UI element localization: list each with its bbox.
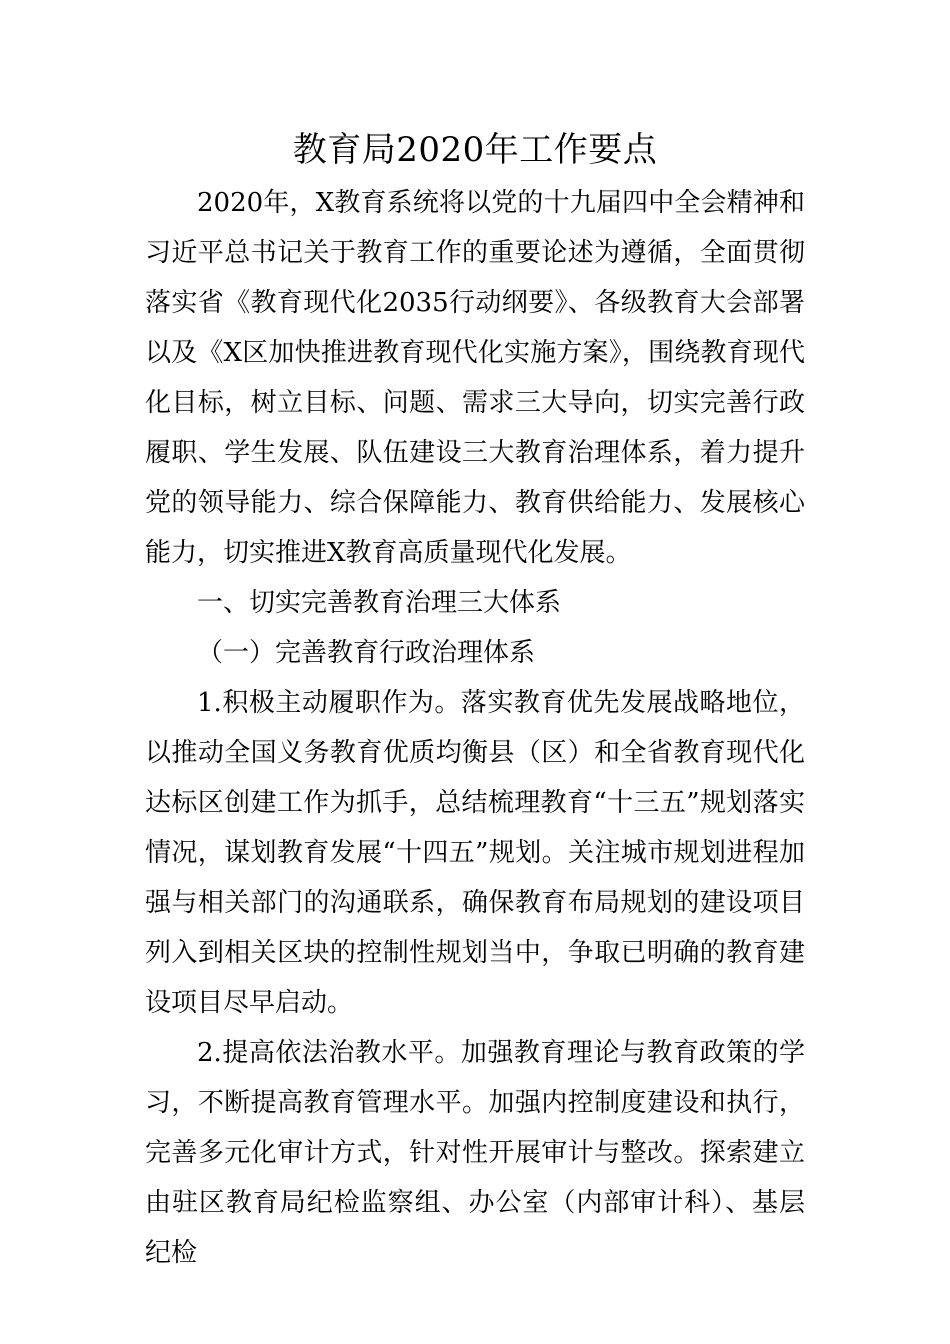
- section-heading: 一、切实完善教育治理三大体系: [197, 588, 562, 618]
- document-page: [145, 122, 805, 1278]
- subsection-heading: （一）完善教育行政治理体系: [197, 638, 536, 668]
- intro-paragraph: 2020年，X教育系统将以党的十九届四中全会精神和习近平总书记关于教育工作的重要论述为遵循，全面贯彻落实省《教育现代化2035行动纲要》、各级教育大会部署以及《X区加快推进教育现代化实施方案》，围绕教育现代化目标，树立目标、问题、需求三大导向，切实完善行政履职、学生发展、队伍建设三大教育治理体系，着力提升党的领导能力、综合保障能力、教育供给能力、发展核心能力，切实推进X教育高质量现代化发展。: [145, 188, 805, 568]
- document-title: 教育局2020年工作要点: [292, 130, 658, 170]
- item-paragraph-2: 2.提高依法治教水平。加强教育理论与教育政策的学习，不断提高教育管理水平。加强内控制度建设和执行，完善多元化审计方式，针对性开展审计与整改。探索建立由驻区教育局纪检监察组、办公室（内部审计科）、基层纪检: [145, 1038, 805, 1268]
- item-paragraph-1: 1.积极主动履职作为。落实教育优先发展战略地位，以推动全国义务教育优质均衡县（区）和全省教育现代化达标区创建工作为抓手，总结梳理教育“十三五”规划落实情况，谋划教育发展“十四五”规划。关注城市规划进程加强与相关部门的沟通联系，确保教育布局规划的建设项目列入到相关区块的控制性规划当中，争取已明确的教育建设项目尽早启动。: [145, 688, 805, 1018]
